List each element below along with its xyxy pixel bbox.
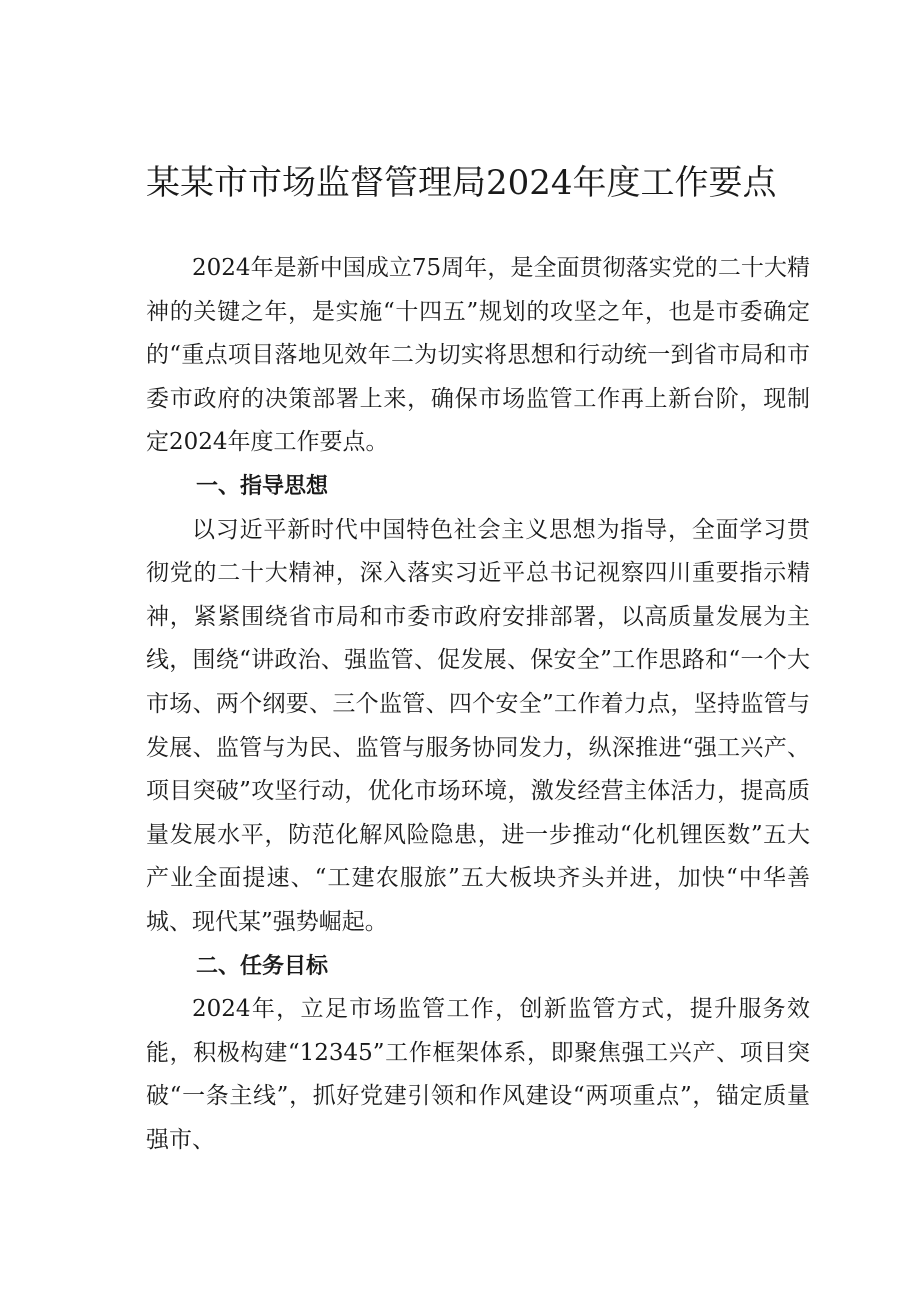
section-paragraph-guiding-thought: 以习近平新时代中国特色社会主义思想为指导，全面学习贯彻党的二十大精神，深入落实习近平总书记视察四川重要指示精神，紧紧围绕省市局和市委市政府安排部署，以高质量发展为主线，围绕“讲政治、强监管、促发展、保安全”工作思路和“一个大市场、两个纲要、三个监管、四个安全”工作着力点，坚持监管与发展、监管与为民、监管与服务协同发力，纵深推进“强工兴产、项目突破”攻坚行动，优化市场环境，激发经营主体活力，提高质量发展水平，防范化解风险隐患，进一步推动“化机锂医数”五大产业全面提速、“工建农服旅”五大板块齐头并进，加快“中华善城、现代某”强势崛起。 xyxy=(146,516,810,935)
section-heading-task-goals: 二、任务目标 xyxy=(196,953,329,979)
section-paragraph-task-goals: 2024年，立足市场监管工作，创新监管方式，提升服务效能，积极构建“12345”工作框架体系，即聚焦强工兴产、项目突破“一条主线”，抓好党建引领和作风建设“两项重点”，锚定质量强市、 xyxy=(146,996,810,1153)
document-body xyxy=(146,247,810,1162)
document-title: 某某市市场监督管理局2024年度工作要点 xyxy=(146,163,777,203)
intro-paragraph: 2024年是新中国成立75周年，是全面贯彻落实党的二十大精神的关键之年，是实施“十四五”规划的攻坚之年，也是市委确定的“重点项目落地见效年二为切实将思想和行动统一到省市局和市委市政府的决策部署上来，确保市场监管工作再上新台阶，现制定2024年度工作要点。 xyxy=(146,255,810,456)
section-heading-guiding-thought: 一、指导思想 xyxy=(196,473,329,499)
